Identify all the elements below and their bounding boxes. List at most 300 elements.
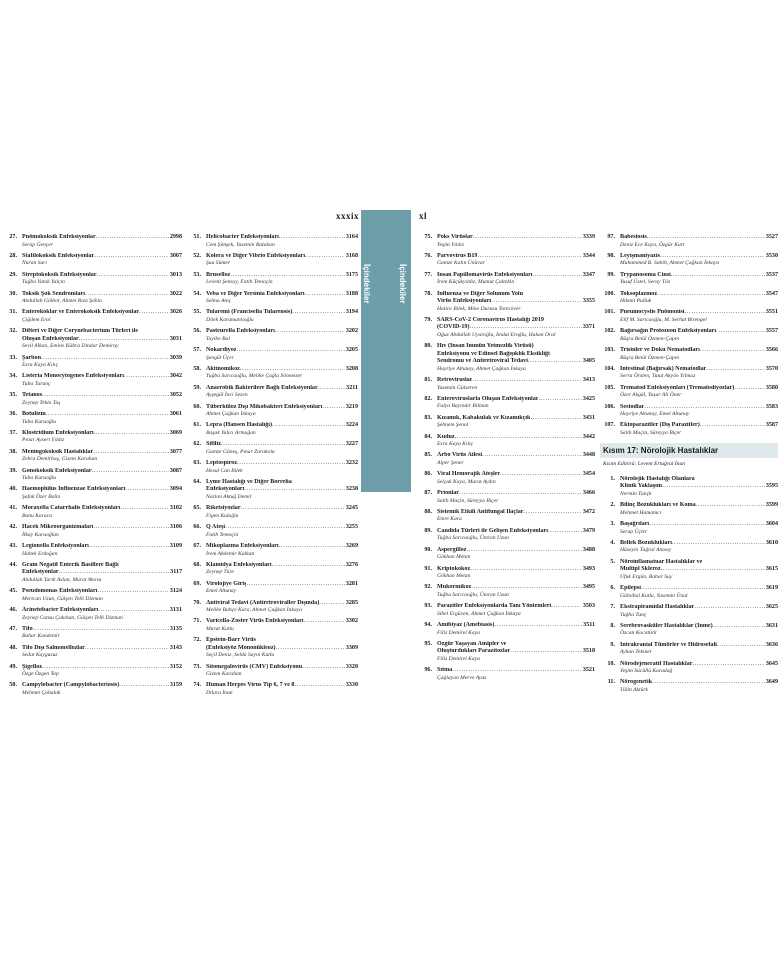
toc-entry[interactable] — [2, 328, 182, 350]
entry-authors: Gökhan Metan — [437, 554, 471, 561]
dot-leader — [459, 490, 582, 498]
toc-entry[interactable] — [2, 373, 182, 388]
toc-entry[interactable] — [417, 584, 595, 599]
toc-entry[interactable] — [2, 505, 182, 520]
entry-authors: Yeşim Sücüllü Karadağ — [620, 668, 673, 675]
toc-entry[interactable] — [417, 603, 595, 618]
toc-entry[interactable] — [2, 355, 182, 370]
toc-entry[interactable] — [186, 682, 358, 697]
entry-title: Aktinomikoz — [206, 365, 240, 372]
dot-leader — [530, 415, 581, 423]
toc-entry[interactable] — [186, 581, 358, 596]
toc-entry[interactable] — [417, 528, 595, 543]
entry-number: 53. — [193, 271, 201, 278]
toc-entry[interactable] — [186, 664, 358, 679]
entry-title: Helicobacter Enfeksiyonları — [206, 234, 279, 240]
entry-page: 3547 — [765, 290, 778, 297]
entry-title: Tüberküloz Dışı Mikobakteri Enfeksiyonları — [206, 403, 323, 410]
entry-title: Ektoparazitler (Dış Parazitler) — [620, 422, 700, 429]
entry-page: 3094 — [169, 486, 182, 493]
entry-number: 103. — [604, 347, 615, 354]
entry-number: 51. — [193, 234, 201, 240]
entry-authors: Selma Ateş — [206, 298, 231, 305]
entry-title: Serebrovasküler Hastalıklar (İnme) — [620, 622, 713, 629]
entry-page: 3405 — [582, 358, 595, 365]
toc-entry[interactable] — [186, 422, 358, 437]
entry-page: 3537 — [765, 271, 778, 278]
toc-entry[interactable] — [2, 430, 182, 445]
entry-number: 58. — [193, 365, 201, 372]
toc-entry[interactable] — [417, 566, 595, 581]
entry-number: 31. — [9, 309, 17, 316]
entry-authors: İrem Küçükyıldız, Mumut Çaltekin — [437, 279, 515, 286]
toc-entry[interactable] — [2, 682, 182, 697]
entry-title: Mikoplazma Enfeksiyonları — [206, 543, 279, 549]
entry-number: 33. — [9, 354, 17, 361]
entry-page: 3042 — [169, 373, 182, 380]
toc-entry[interactable] — [600, 328, 778, 343]
toc-entry[interactable] — [2, 664, 182, 679]
entry-number: 46. — [9, 607, 17, 614]
toc-entry[interactable] — [600, 585, 778, 600]
toc-entry[interactable] — [600, 272, 778, 287]
toc-entry[interactable] — [2, 486, 182, 501]
entry-authors: Ayşegül İnci Sezen — [206, 392, 248, 399]
entry-number: 93. — [424, 603, 432, 610]
entry-title: Lyme Hastalığı ve Diğer Borrelia — [206, 478, 292, 485]
entry-number: 83. — [424, 414, 432, 421]
entry-title: Stafilokoksik Enfeksiyonlar — [22, 252, 95, 259]
dot-leader — [89, 543, 169, 551]
dot-leader — [473, 234, 582, 242]
entry-page: 3454 — [582, 471, 595, 478]
toc-entry[interactable] — [417, 547, 595, 562]
entry-page: 3026 — [169, 309, 182, 316]
toc-entry[interactable] — [600, 234, 778, 249]
entry-number: 68. — [193, 561, 201, 568]
dot-leader — [304, 618, 345, 626]
entry-authors: Zeynep Tekin Taş — [22, 399, 61, 406]
toc-entry[interactable] — [417, 396, 595, 411]
toc-entry[interactable] — [2, 449, 182, 464]
entry-number: 67. — [193, 543, 201, 549]
entry-title: Viral Hemorajik Ateşler — [437, 471, 501, 478]
toc-entry[interactable] — [186, 272, 358, 287]
dot-leader — [455, 434, 582, 442]
entry-number: 54. — [193, 290, 201, 297]
toc-entry[interactable] — [186, 404, 358, 419]
toc-entry[interactable] — [2, 645, 182, 660]
entry-authors: Tuba Turunç — [22, 380, 51, 387]
toc-entry[interactable] — [417, 452, 595, 467]
toc-entry[interactable] — [600, 642, 778, 657]
dot-leader — [500, 471, 582, 479]
toc-entry[interactable] — [2, 234, 182, 249]
toc-entry[interactable] — [186, 234, 358, 249]
entry-title: Oluşan Enfeksiyonlar — [22, 335, 79, 342]
toc-entry[interactable] — [417, 434, 595, 449]
entry-page: 3551 — [765, 309, 778, 316]
toc-entry[interactable] — [2, 411, 182, 426]
dot-leader — [713, 623, 765, 631]
entry-number: 89. — [424, 527, 432, 534]
dot-leader — [661, 566, 765, 574]
entry-number: 11. — [607, 679, 615, 686]
dot-leader — [452, 667, 582, 675]
entry-page: 3013 — [169, 271, 182, 278]
entry-number: 39. — [9, 467, 17, 474]
dot-leader — [533, 272, 582, 280]
dot-leader — [477, 253, 581, 261]
toc-entry[interactable] — [2, 309, 182, 324]
entry-number: 27. — [9, 234, 17, 240]
dot-leader — [641, 585, 765, 593]
tab-label-right: İçindekiler — [398, 264, 407, 304]
toc-entry[interactable] — [600, 540, 778, 555]
entry-authors: Özge Özgen Top — [22, 671, 59, 678]
toc-entry[interactable] — [2, 468, 182, 483]
entry-authors: Büşra Betül Özmen-Çapın — [620, 335, 680, 342]
toc-entry[interactable] — [417, 317, 595, 339]
toc-entry[interactable] — [2, 562, 182, 584]
entry-title: Listeria Monocytogenes Enfeksiyonları — [22, 373, 124, 380]
entry-authors: Tuba Kuruoğlu — [22, 475, 57, 482]
entry-authors: Dilek Karamanlıoğlu — [206, 316, 254, 323]
entry-authors: Özer Akgül, Yaşar Ali Öner — [620, 392, 682, 399]
toc-entry[interactable] — [417, 234, 595, 249]
entry-authors: Nuran Sarı — [22, 260, 48, 267]
entry-title: Kolera ve Diğer Vibrio Enfeksiyonları — [206, 252, 306, 259]
entry-number: 32. — [9, 328, 17, 335]
entry-number: 57. — [193, 347, 201, 354]
toc-entry[interactable] — [600, 291, 778, 306]
entry-authors: Salih Maçin, Süreyya Biçer — [620, 429, 682, 436]
entry-authors: Figen Kuloğlu — [206, 512, 239, 519]
toc-entry[interactable] — [2, 626, 182, 641]
entry-page: 3061 — [169, 411, 182, 418]
toc-entry[interactable] — [186, 543, 358, 558]
entry-title: Pneumocystis Pnömonisi — [620, 309, 685, 316]
entry-title: Parazitler Enfeksiyonlarda Tanı Yöntemleri — [437, 603, 552, 610]
entry-page: 3232 — [345, 460, 358, 467]
entry-title: Bağırsağın Protozoon Enfeksiyonları — [620, 328, 717, 335]
toc-entry[interactable] — [186, 309, 358, 324]
entry-title: Virolojiye Giriş — [206, 580, 247, 587]
entry-number: 78. — [424, 290, 432, 297]
toc-column-4 — [600, 234, 778, 698]
dot-leader — [125, 486, 169, 494]
entry-authors: Nazlım Aktuğ Demir — [206, 493, 252, 500]
entry-number: 87. — [424, 490, 432, 497]
entry-page: 3087 — [169, 467, 182, 474]
entry-authors: Filiz Demirel Kaya — [437, 629, 480, 636]
entry-page: 3466 — [582, 490, 595, 497]
dot-leader — [230, 272, 344, 280]
entry-number: 80. — [424, 343, 432, 350]
toc-entry[interactable] — [417, 291, 595, 313]
toc-entry[interactable] — [600, 502, 778, 517]
entry-authors: Ayhan Tekiner — [620, 649, 652, 656]
entry-page: 3211 — [346, 384, 358, 391]
entry-number: 99. — [607, 271, 615, 278]
toc-entry[interactable] — [600, 347, 778, 362]
entry-number: 72. — [193, 637, 201, 644]
toc-entry[interactable] — [2, 392, 182, 407]
entry-page: 3557 — [765, 328, 778, 335]
entry-page: 3619 — [765, 585, 778, 592]
entry-page: 3194 — [345, 309, 358, 316]
dot-leader — [272, 562, 345, 570]
entry-authors: Şafak Özer Balin — [22, 493, 61, 500]
entry-authors: Serra Örsten, Tutut Akyön Yılmaz — [620, 373, 696, 380]
entry-authors: Tuğba Sarıcaoğlu, Ümran Uzun — [437, 591, 509, 598]
entry-authors: Mehmet Çabalak — [22, 689, 61, 696]
dot-leader — [472, 377, 581, 385]
toc-entry[interactable] — [417, 667, 595, 682]
dot-leader — [120, 505, 169, 513]
dot-leader — [700, 422, 765, 430]
entry-title: Streptokoksik Enfeksiyonlar — [22, 271, 97, 278]
entry-number: 86. — [424, 471, 432, 478]
entry-page: 3131 — [169, 607, 182, 614]
dot-leader — [241, 505, 345, 513]
toc-entry[interactable] — [600, 476, 778, 498]
toc-entry[interactable] — [186, 524, 358, 539]
dot-leader — [716, 328, 765, 336]
entry-authors: Gamze Güneş, Pınar Zarakolu — [206, 448, 275, 455]
toc-entry[interactable] — [2, 607, 182, 622]
entry-title: Şigelloz — [22, 663, 42, 670]
entry-page: 3031 — [169, 335, 182, 342]
entry-title: Leyişmaniyazis — [620, 252, 660, 259]
entry-page: 3276 — [345, 561, 358, 568]
dot-leader — [466, 547, 581, 555]
entry-page: 3245 — [345, 505, 358, 512]
toc-entry[interactable] — [600, 679, 778, 694]
toc-entry[interactable] — [600, 309, 778, 324]
entry-page: 3039 — [169, 354, 182, 361]
toc-entry[interactable] — [186, 441, 358, 456]
entry-page: 3330 — [345, 682, 358, 689]
toc-entry[interactable] — [600, 366, 778, 381]
entry-title: Gonokoksik Enfeksiyonlar — [22, 467, 92, 474]
toc-entry[interactable] — [417, 253, 595, 268]
toc-entry[interactable] — [417, 343, 595, 373]
entry-authors: Fatih Temoçin — [206, 531, 239, 538]
entry-authors: Tülin Aktürk — [620, 686, 649, 693]
entry-number: 70. — [193, 599, 201, 606]
entry-title: Nörodejeneratif Hastalıklar — [620, 660, 693, 667]
entry-title: Ekstrapiramidal Hastalıklar — [620, 604, 695, 610]
entry-number: 63. — [193, 460, 201, 467]
toc-entry[interactable] — [417, 509, 595, 524]
entry-number: 43. — [9, 543, 17, 549]
entry-title: Babesiosis — [620, 234, 647, 240]
dot-leader — [96, 234, 169, 242]
entry-number: 79. — [424, 316, 432, 323]
entry-authors: Mertcan Uzun, Gülşen Telli Dizman — [22, 595, 103, 602]
toc-entry[interactable] — [417, 641, 595, 663]
entry-page: 3109 — [169, 543, 182, 549]
toc-entry[interactable] — [186, 328, 358, 343]
entry-page: 3168 — [345, 252, 358, 259]
entry-number: 82. — [424, 395, 432, 402]
toc-entry[interactable] — [186, 347, 358, 362]
dot-leader — [292, 309, 345, 317]
dot-leader — [706, 366, 764, 374]
dot-leader — [97, 588, 168, 596]
entry-page: 3631 — [765, 622, 778, 629]
toc-entry[interactable] — [186, 366, 358, 381]
entry-number: 69. — [193, 580, 201, 587]
entry-number: 76. — [424, 252, 432, 259]
entry-title: Sifiliz — [206, 441, 221, 448]
entry-title: Pnömokoksik Enfeksiyonlar — [22, 234, 96, 240]
entry-number: 38. — [9, 448, 17, 455]
toc-entry[interactable] — [600, 604, 778, 619]
entry-page: 3493 — [582, 565, 595, 572]
entry-title: Trematod Enfeksiyonları (Trematodiyozlar) — [620, 384, 735, 391]
entry-authors: Tuğba Yanık Yalçın — [22, 279, 65, 286]
toc-entry[interactable] — [417, 490, 595, 505]
dot-leader — [470, 566, 582, 574]
entry-title: Nokardiyoz — [206, 347, 237, 354]
entry-title: Human Herpes Virus Tip 6, 7 ve 8 — [206, 682, 295, 689]
entry-page: 3106 — [169, 524, 182, 531]
entry-authors: Emre Kara — [437, 516, 462, 523]
entry-title: İntrakranial Tümörler ve Hidrosefali — [620, 641, 717, 648]
entry-title: Riketsiyozlar — [206, 505, 241, 512]
toc-entry[interactable] — [417, 415, 595, 430]
toc-entry[interactable] — [600, 404, 778, 419]
entry-page: 3007 — [169, 252, 182, 259]
entry-page: 3205 — [345, 347, 358, 354]
entry-number: 45. — [9, 588, 17, 595]
entry-authors: Alper Şener — [437, 459, 464, 466]
dot-leader — [482, 452, 582, 460]
entry-title: Legionella Enfeksiyonları — [22, 543, 89, 549]
dot-leader — [85, 291, 169, 299]
toc-entry[interactable] — [186, 253, 358, 268]
entry-page: 3302 — [345, 618, 358, 625]
toc-entry[interactable] — [186, 637, 358, 659]
toc-entry[interactable] — [600, 661, 778, 676]
toc-entry[interactable] — [600, 422, 778, 437]
dot-leader — [124, 373, 169, 381]
toc-entry[interactable] — [600, 253, 778, 268]
entry-page: 3188 — [345, 290, 358, 297]
entry-page: 3117 — [170, 569, 182, 576]
entry-authors: Hikmit Pulluk — [620, 298, 652, 305]
entry-number: 102. — [604, 328, 615, 335]
dot-leader — [524, 509, 582, 517]
entry-number: 98. — [607, 252, 615, 259]
dot-leader — [551, 603, 582, 611]
entry-page: 3371 — [582, 324, 595, 331]
entry-number: 91. — [424, 565, 432, 572]
entry-number: 1. — [610, 475, 615, 482]
entry-page: 3102 — [169, 505, 182, 512]
entry-page: 3566 — [765, 347, 778, 354]
entry-number: 10. — [607, 660, 615, 667]
entry-authors: Emel Altunay — [206, 588, 237, 595]
page-left-number: xxxix — [336, 211, 360, 221]
entry-authors: Gamze Kalın Ünüvar — [437, 260, 485, 267]
entry-page: 3022 — [169, 290, 182, 297]
toc-entry[interactable] — [2, 543, 182, 558]
entry-number: 34. — [9, 373, 17, 380]
entry-authors: Serap Üçler — [620, 528, 648, 535]
dot-leader — [510, 648, 582, 656]
entry-page: 3521 — [582, 667, 595, 674]
toc-entry[interactable] — [186, 505, 358, 520]
entry-number: 65. — [193, 505, 201, 512]
entry-number: 28. — [9, 252, 17, 259]
toc-entry[interactable] — [417, 471, 595, 486]
toc-entry[interactable] — [417, 622, 595, 637]
entry-authors: Tuğba Sarıcaoğlu, Melike Çağla Sönmezer — [206, 373, 303, 380]
toc-entry[interactable] — [417, 272, 595, 287]
dot-leader — [41, 355, 169, 363]
toc-entry[interactable] — [186, 385, 358, 400]
entry-authors: Esra Kaya Kılıç — [437, 441, 474, 448]
toc-entry[interactable] — [186, 562, 358, 577]
entry-number: 52. — [193, 252, 201, 259]
toc-entry[interactable] — [2, 588, 182, 603]
dot-leader — [225, 524, 345, 532]
entry-page: 3344 — [582, 252, 595, 259]
toc-entry[interactable] — [2, 253, 182, 268]
entry-title: Oluşturdukları Parazitozlar — [437, 648, 511, 655]
entry-authors: Serap Gençer — [22, 241, 53, 248]
entry-title: Campylobacter (Campylobacteriosis) — [22, 682, 120, 689]
dot-leader — [79, 336, 169, 344]
dot-leader — [244, 486, 345, 494]
entry-number: 104. — [604, 365, 615, 372]
toc-entry[interactable] — [2, 291, 182, 306]
toc-entry[interactable] — [600, 385, 778, 400]
entry-authors: Banu Karaca — [22, 512, 52, 519]
entry-title: Kuduz — [437, 433, 455, 440]
entry-title: Candida Türleri ile Gelişen Enfeksiyonları — [437, 527, 548, 534]
toc-entry[interactable] — [186, 600, 358, 615]
entry-number: 37. — [9, 429, 17, 436]
entry-authors: Oğuz Abdullah Uyaroğlu, İmdat Eroğlu, Hakan Oral — [437, 331, 556, 338]
entry-page: 3309 — [345, 644, 358, 651]
toc-entry[interactable] — [186, 479, 358, 501]
toc-entry[interactable] — [600, 521, 778, 536]
entry-authors: Zeynep Türe — [206, 569, 234, 576]
toc-entry[interactable] — [600, 559, 778, 581]
toc-entry[interactable] — [2, 272, 182, 287]
dot-leader — [647, 234, 765, 242]
toc-entry[interactable] — [600, 623, 778, 638]
dot-leader — [322, 404, 345, 412]
entry-authors: Filiz Demirel Kaya — [437, 655, 480, 662]
entry-authors: Sevil Alkan, Emine Kübra Dindar Demiray — [22, 343, 119, 350]
toc-entry[interactable] — [186, 291, 358, 306]
dot-leader — [671, 272, 765, 280]
toc-entry[interactable] — [186, 618, 358, 633]
entry-number: 95. — [424, 640, 432, 647]
dot-leader — [685, 309, 765, 317]
dot-leader — [644, 404, 764, 412]
toc-entry[interactable] — [186, 460, 358, 475]
toc-entry[interactable] — [417, 377, 595, 392]
toc-entry[interactable] — [2, 524, 182, 539]
contents-side-tab — [361, 210, 411, 492]
entry-title: Aspergilloz — [437, 546, 467, 553]
